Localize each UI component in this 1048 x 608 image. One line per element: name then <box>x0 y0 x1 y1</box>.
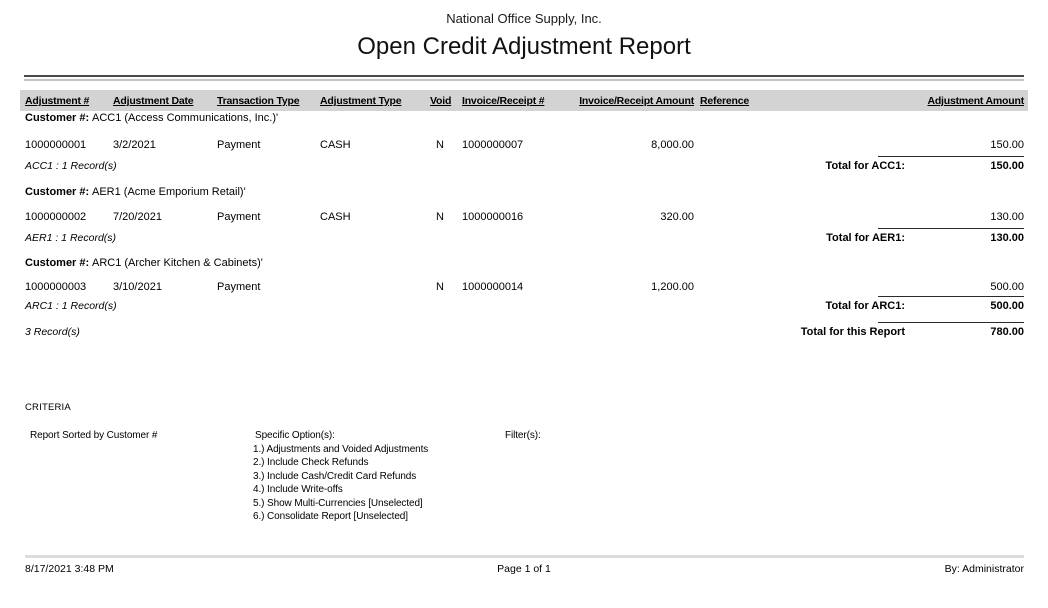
customer-header <box>0 112 1048 127</box>
customer-header <box>0 257 1048 272</box>
criteria-option: 6.) Consolidate Report [Unselected] <box>253 511 408 523</box>
group-total-label: Total for ARC1: <box>825 300 905 312</box>
header-rule-light <box>24 79 1024 81</box>
cell-invoice-receipt-amount: 1,200.00 <box>651 281 694 293</box>
criteria-sorted-by: Report Sorted by Customer # <box>30 430 158 441</box>
cell-adjustment-type: CASH <box>320 211 351 223</box>
criteria-options-list <box>253 443 428 523</box>
header-rule-dark <box>24 75 1024 77</box>
col-adjustment-type: Adjustment Type <box>320 95 402 107</box>
group-total-label: Total for AER1: <box>826 232 905 244</box>
col-adjustment-number: Adjustment # <box>25 95 90 107</box>
cell-invoice-receipt-number: 1000000016 <box>462 211 524 223</box>
cell-void: N <box>436 139 444 151</box>
customer-label: Customer #: <box>25 257 90 269</box>
col-reference: Reference <box>700 95 749 107</box>
total-overline <box>878 296 1024 297</box>
group-total-amount: 130.00 <box>990 232 1024 244</box>
table-row <box>0 211 1048 225</box>
cell-transaction-type: Payment <box>217 281 261 293</box>
cell-transaction-type: Payment <box>217 211 261 223</box>
criteria-option: 1.) Adjustments and Voided Adjustments <box>253 444 429 455</box>
footer-printed-by: By: Administrator <box>944 563 1024 575</box>
cell-invoice-receipt-number: 1000000014 <box>462 281 524 293</box>
criteria-filters-label: Filter(s): <box>505 430 541 441</box>
cell-adjustment-number: 1000000003 <box>25 281 87 293</box>
cell-transaction-type: Payment <box>217 139 261 151</box>
cell-adjustment-amount: 150.00 <box>990 139 1024 151</box>
total-overline <box>878 156 1024 157</box>
customer-value: AER1 (Acme Emporium Retail)' <box>92 186 246 198</box>
footer-datetime: 8/17/2021 3:48 PM <box>25 563 114 575</box>
customer-value: ACC1 (Access Communications, Inc.)' <box>92 112 279 124</box>
cell-void: N <box>436 281 444 293</box>
cell-adjustment-amount: 500.00 <box>990 281 1024 293</box>
report-total-overline <box>878 322 1024 323</box>
col-adjustment-date: Adjustment Date <box>113 95 194 107</box>
total-overline <box>878 228 1024 229</box>
cell-adjustment-type: CASH <box>320 139 351 151</box>
cell-adjustment-date: 7/20/2021 <box>113 211 162 223</box>
report-record-count: 3 Record(s) <box>25 326 80 338</box>
company-name: National Office Supply, Inc. <box>446 11 602 26</box>
cell-adjustment-number: 1000000002 <box>25 211 87 223</box>
table-row <box>0 281 1048 295</box>
col-void: Void <box>430 95 452 107</box>
report-total-row <box>0 326 1048 340</box>
group-total-row <box>0 160 1048 174</box>
footer-page-number: Page 1 of 1 <box>497 563 551 575</box>
customer-label: Customer #: <box>25 186 90 198</box>
group-record-count: ACC1 : 1 Record(s) <box>25 160 117 172</box>
criteria-heading: CRITERIA <box>25 402 71 413</box>
criteria-options-label: Specific Option(s): <box>255 430 335 441</box>
col-invoice-receipt-number: Invoice/Receipt # <box>462 95 545 107</box>
cell-invoice-receipt-number: 1000000007 <box>462 139 524 151</box>
cell-invoice-receipt-amount: 8,000.00 <box>651 139 694 151</box>
cell-invoice-receipt-amount: 320.00 <box>660 211 694 223</box>
group-record-count: ARC1 : 1 Record(s) <box>25 300 117 312</box>
report-total-label: Total for this Report <box>800 326 905 338</box>
column-headers <box>0 95 1048 109</box>
customer-value: ARC1 (Archer Kitchen & Cabinets)' <box>92 257 263 269</box>
cell-adjustment-date: 3/2/2021 <box>113 139 156 151</box>
footer <box>0 563 1048 577</box>
cell-adjustment-amount: 130.00 <box>990 211 1024 223</box>
criteria-option: 4.) Include Write-offs <box>253 484 343 496</box>
col-transaction-type: Transaction Type <box>217 95 300 107</box>
customer-header <box>0 186 1048 201</box>
report-total-amount: 780.00 <box>990 326 1024 338</box>
criteria-option: 2.) Include Check Refunds <box>253 457 369 469</box>
col-adjustment-amount: Adjustment Amount <box>927 95 1024 107</box>
group-record-count: AER1 : 1 Record(s) <box>25 232 117 244</box>
col-invoice-receipt-amount: Invoice/Receipt Amount <box>579 95 694 107</box>
criteria-option: 3.) Include Cash/Credit Card Refunds <box>253 470 417 482</box>
group-total-amount: 150.00 <box>990 160 1024 172</box>
criteria-option: 5.) Show Multi-Currencies [Unselected] <box>253 497 423 509</box>
table-row <box>0 139 1048 153</box>
customer-label: Customer #: <box>25 112 90 124</box>
cell-void: N <box>436 211 444 223</box>
footer-rule <box>25 555 1024 558</box>
group-total-amount: 500.00 <box>990 300 1024 312</box>
group-total-label: Total for ACC1: <box>825 160 905 172</box>
cell-adjustment-date: 3/10/2021 <box>113 281 162 293</box>
group-total-row <box>0 232 1048 246</box>
group-total-row <box>0 300 1048 314</box>
report-title: Open Credit Adjustment Report <box>357 33 691 60</box>
cell-adjustment-number: 1000000001 <box>25 139 87 151</box>
